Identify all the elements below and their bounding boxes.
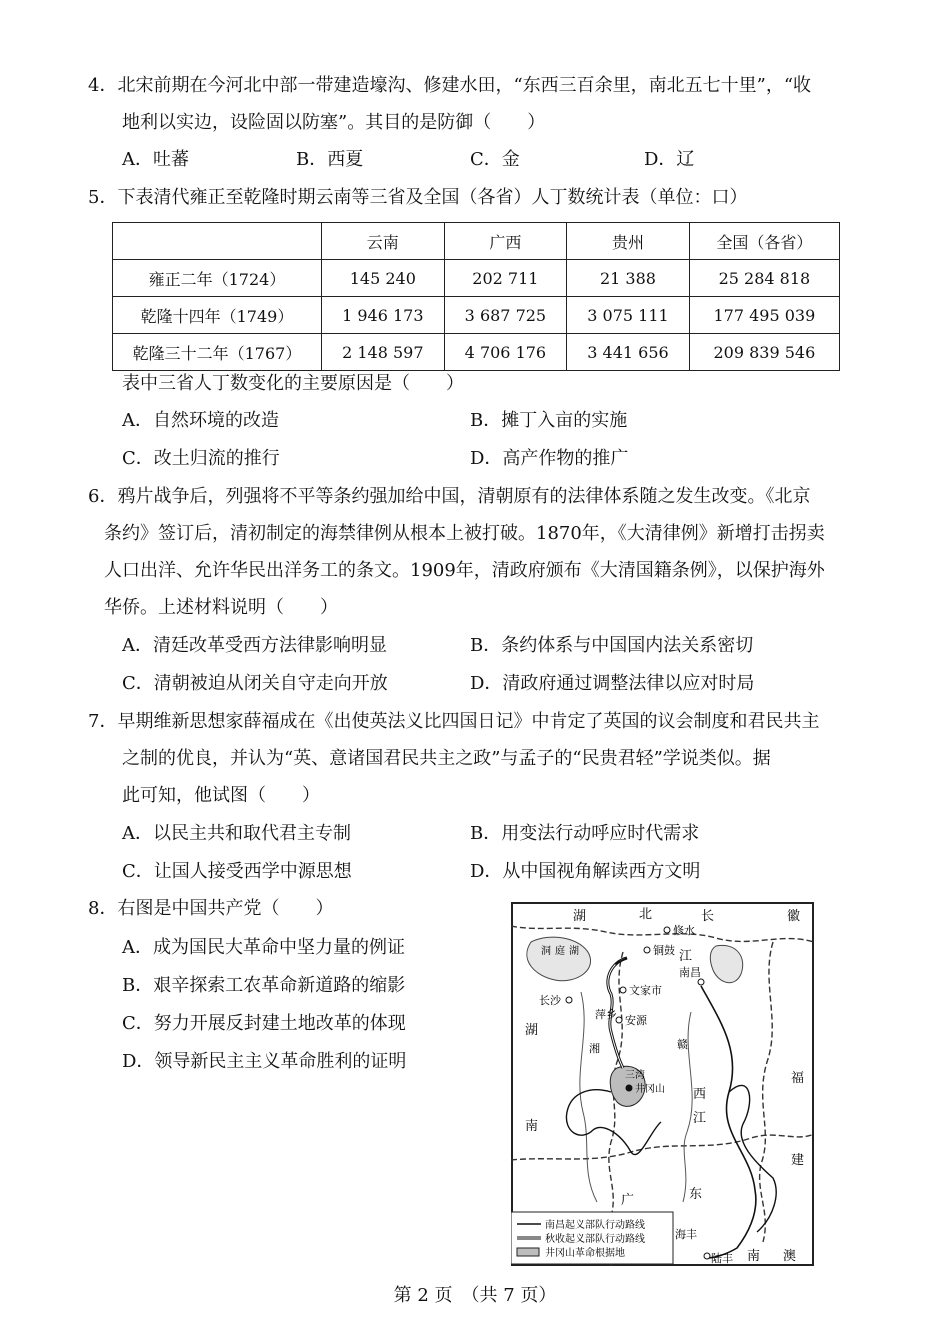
q6-stem-line3: 人口出洋、允许华民出洋务工的条文。1909年，清政府颁布《大清国籍条例》，以保护海外 [104,560,825,581]
map-label-place: 陆丰 [711,1252,733,1265]
population-table [112,222,840,371]
map-label-region: 澳 [783,1249,797,1264]
map-label-place: 南昌 [679,966,701,979]
q4-option-c: C．金 [470,149,520,170]
map-label-region: 庭 [555,946,565,957]
legend-label: 秋收起义部队行动路线 [545,1234,645,1245]
map-label-place: 修水 [673,924,695,937]
q8-option-d: D．领导新民主主义革命胜利的证明 [122,1051,407,1072]
table-cell: 3 075 111 [567,297,690,334]
map-label-region: 湘 [589,1042,600,1055]
q8-option-c: C．努力开展反封建土地改革的体现 [122,1013,406,1034]
map-label-region: 南 [747,1249,761,1264]
city-dot-lufeng [704,1253,710,1259]
legend-base-swatch [517,1248,539,1256]
map-label-region: 徽 [787,909,801,924]
q6-stem-line2: 条约》签订后，清初制定的海禁律例从根本上被打破。1870年，《大清律例》新增打击拐卖 [104,523,825,544]
q6-option-d: D．清政府通过调整法律以应对时局 [470,673,755,694]
table-row [113,334,840,371]
q6-option-c: C．清朝被迫从闭关自守走向开放 [122,673,388,694]
q6-stem-line4: 华侨。上述材料说明（ ） [104,597,338,618]
q4-option-b: B．西夏 [296,149,364,170]
map-label-region: 三湾 [625,1070,645,1081]
map-label-region: 湖 [573,909,587,924]
table-header-cell [113,223,322,260]
q8-option-b: B．艰辛探索工农革命新道路的缩影 [122,975,406,996]
city-dot-wenjiashi [620,987,626,993]
map-label-place: 安源 [625,1014,647,1027]
map-label-region: 南 [525,1119,539,1134]
table-cell: 177 495 039 [689,297,839,334]
table-cell: 3 687 725 [444,297,567,334]
table-header-row [113,223,840,260]
map-label-region: 福 [791,1071,805,1086]
map-label-region: 江 [693,1111,707,1126]
q5-question: 表中三省人丁数变化的主要原因是（ ） [122,373,464,394]
table-header-cell: 贵州 [567,223,690,260]
table-cell: 3 441 656 [567,334,690,371]
q6-option-a: A．清廷改革受西方法律影响明显 [122,635,387,656]
map-label-region: 广 [621,1193,635,1208]
map-label-region: 江 [679,949,693,964]
table-cell: 202 711 [444,260,567,297]
legend-label: 井冈山革命根据地 [545,1248,625,1259]
q5-option-d: D．高产作物的推广 [470,448,629,469]
map-label-region: 湖 [525,1023,539,1038]
table-cell: 21 388 [567,260,690,297]
map-label-region: 西 [693,1087,707,1102]
q5-option-a: A．自然环境的改造 [122,410,279,431]
city-dot-tonggu [644,947,650,953]
q4-option-d: D．辽 [644,149,695,170]
table-header-cell: 全国（各省） [689,223,839,260]
map-label-place: 铜鼓 [653,944,675,957]
table-cell: 2 148 597 [322,334,445,371]
legend-label: 南昌起义部队行动路线 [545,1220,645,1231]
table-cell: 乾隆十四年（1749） [113,297,322,334]
q6-stem-line1: 6．鸦片战争后，列强将不平等条约强加给中国，清朝原有的法律体系随之发生改变。《北京 [88,486,811,507]
table-header-cell: 广西 [444,223,567,260]
table-cell: 25 284 818 [689,260,839,297]
table-row [113,297,840,334]
q7-option-c: C．让国人接受西学中源思想 [122,861,352,882]
q7-stem-line2: 之制的优良，并认为“英、意诸国君民共主之政”与孟子的“民贵君轻”学说类似。据 [122,748,771,769]
map-label-place: 长沙 [539,994,561,1007]
q7-stem-line3: 此可知，他试图（ ） [122,785,320,806]
q8-option-a: A．成为国民大革命中坚力量的例证 [122,937,405,958]
q5-option-b: B．摊丁入亩的实施 [470,410,628,431]
map-label-place: 井冈山 [635,1084,665,1095]
table-cell: 乾隆三十二年（1767） [113,334,322,371]
city-dot-nanchang [698,979,704,985]
table-cell: 雍正二年（1724） [113,260,322,297]
q7-option-d: D．从中国视角解读西方文明 [470,861,701,882]
table-header-cell: 云南 [322,223,445,260]
map-label-region: 洞 [541,946,551,957]
table-cell: 209 839 546 [689,334,839,371]
page-footer: 第 2 页 （共 7 页） [393,1285,557,1306]
q8-stem: 8．右图是中国共产党（ ） [88,898,334,919]
map-label-region: 湖 [569,946,579,957]
city-dot-jinggangshan [626,1085,632,1091]
map-label-region: 赣 [677,1038,688,1051]
table-cell: 145 240 [322,260,445,297]
map-label-place: 萍乡 [595,1008,617,1021]
table-cell: 4 706 176 [444,334,567,371]
q5-stem: 5．下表清代雍正至乾隆时期云南等三省及全国（各省）人丁数统计表（单位：口） [88,187,748,208]
city-dot-xiushui [664,927,670,933]
map-label-region: 东 [689,1187,703,1202]
map-label-region: 北 [639,907,653,922]
city-dot-changsha [566,997,572,1003]
table-row [113,260,840,297]
q4-option-a: A．吐蕃 [122,149,189,170]
map-label-place: 海丰 [675,1228,697,1241]
table-cell: 1 946 173 [322,297,445,334]
q6-option-b: B．条约体系与中国国内法关系密切 [470,635,754,656]
q4-stem-line2: 地利以实边，设险固以防塞”。其目的是防御（ ） [122,112,546,133]
q7-option-b: B．用变法行动呼应时代需求 [470,823,700,844]
revolution-route-map [511,902,814,1266]
map-label-place: 文家市 [629,984,662,997]
map-label-region: 建 [791,1153,805,1168]
map-label-region: 长 [701,909,715,924]
q4-stem-line1: 4．北宋前期在今河北中部一带建造壕沟、修建水田，“东西三百余里，南北五七十里”，“收 [88,75,812,96]
q7-option-a: A．以民主共和取代君主专制 [122,823,351,844]
q7-stem-line1: 7．早期维新思想家薛福成在《出使英法义比四国日记》中肯定了英国的议会制度和君民共主 [88,711,820,732]
q5-option-c: C．改土归流的推行 [122,448,280,469]
